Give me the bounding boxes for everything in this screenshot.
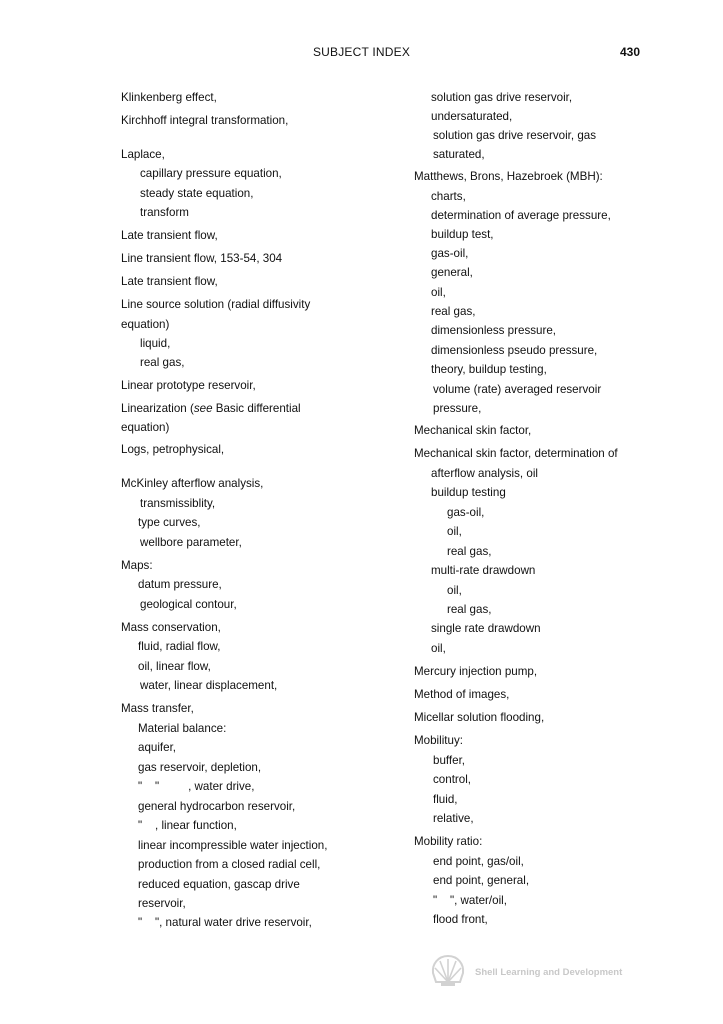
index-subentry: capillary pressure equation, (140, 167, 282, 180)
index-entry-text: Linearization ( (121, 402, 194, 415)
index-subentry: aquifer, (138, 741, 177, 754)
index-entry: Linear prototype reservoir, (121, 379, 256, 392)
index-subentry: transmissiblity, (140, 497, 216, 510)
index-subentry: reduced equation, gascap drive (138, 878, 300, 891)
index-subentry: charts, (431, 190, 466, 203)
index-entry: Klinkenberg effect, (121, 91, 217, 104)
index-subentry: " , linear function, (138, 819, 237, 832)
index-subentry: " ", natural water drive reservoir, (138, 916, 312, 929)
index-subentry: water, linear displacement, (140, 679, 278, 692)
index-subentry: geological contour, (140, 598, 237, 611)
index-subentry: transform (140, 206, 189, 219)
index-subentry: end point, gas/oil, (433, 855, 524, 868)
index-subentry: " " , water drive, (138, 780, 255, 793)
index-entry: McKinley afterflow analysis, (121, 477, 264, 490)
index-subentry: end point, general, (433, 874, 530, 887)
index-subentry: gas reservoir, depletion, (138, 761, 262, 774)
index-subentry: type curves, (138, 516, 201, 529)
shell-logo-icon (430, 953, 466, 989)
index-entry: Mobilituy: (414, 734, 463, 747)
index-subentry: flood front, (433, 913, 488, 926)
index-subentry: oil, (431, 286, 446, 299)
index-subentry: general hydrocarbon reservoir, (138, 800, 296, 813)
index-subentry: solution gas drive reservoir, (431, 91, 573, 104)
index-subentry: gas-oil, (431, 247, 469, 260)
index-subentry: fluid, (433, 793, 458, 806)
index-subentry: pressure, (433, 402, 482, 415)
index-subentry: production from a closed radial cell, (138, 858, 321, 871)
index-subentry: fluid, radial flow, (138, 640, 221, 653)
index-subentry: general, (431, 266, 473, 279)
index-subentry: buildup testing (431, 486, 506, 499)
index-subentry: saturated, (433, 148, 485, 161)
index-entry: Micellar solution flooding, (414, 711, 545, 724)
index-subentry: afterflow analysis, oil (431, 467, 538, 480)
index-subentry: buffer, (433, 754, 466, 767)
index-subentry: volume (rate) averaged reservoir (433, 383, 602, 396)
index-subentry: real gas, (140, 356, 185, 369)
index-subentry: linear incompressible water injection, (138, 839, 328, 852)
index-subentry: Material balance: (138, 722, 227, 735)
index-subentry: theory, buildup testing, (431, 363, 547, 376)
index-subentry: oil, (431, 642, 446, 655)
index-subentry: undersaturated, (431, 110, 513, 123)
index-subentry: oil, linear flow, (138, 660, 211, 673)
index-entry: Maps: (121, 559, 153, 572)
index-entry: Logs, petrophysical, (121, 443, 225, 456)
index-entry: Mechanical skin factor, determination of (414, 447, 618, 460)
index-entry: Method of images, (414, 688, 510, 701)
index-entry: Mechanical skin factor, (414, 424, 532, 437)
index-subentry: reservoir, (138, 897, 186, 910)
index-entry: Line source solution (radial diffusivity (121, 298, 311, 311)
index-subentry: determination of average pressure, (431, 209, 611, 222)
page-title: SUBJECT INDEX (312, 45, 411, 59)
index-subsubentry: gas-oil, (447, 506, 485, 519)
index-subentry: dimensionless pressure, (431, 324, 557, 337)
index-subentry: " ", water/oil, (433, 894, 507, 907)
index-subsubentry: real gas, (447, 545, 492, 558)
index-subentry: relative, (433, 812, 474, 825)
index-entry: Mercury injection pump, (414, 665, 538, 678)
index-entry: equation) (121, 421, 170, 434)
footer-text: Shell Learning and Development (475, 967, 623, 978)
index-subentry: multi-rate drawdown (431, 564, 536, 577)
index-entry: Mass transfer, (121, 702, 194, 715)
index-subentry: datum pressure, (138, 578, 222, 591)
index-entry: Late transient flow, (121, 229, 218, 242)
index-subentry: steady state equation, (140, 187, 254, 200)
index-entry: Line transient flow, 153-54, 304 (121, 252, 283, 265)
index-entry-text: Basic differential (212, 402, 301, 415)
index-entry: Mass conservation, (121, 621, 221, 634)
index-subentry: real gas, (431, 305, 476, 318)
index-subentry: liquid, (140, 337, 171, 350)
footer-branding (430, 953, 650, 989)
see-reference: see (193, 402, 213, 415)
index-subentry: buildup test, (431, 228, 494, 241)
index-subentry: dimensionless pseudo pressure, (431, 344, 598, 357)
index-subsubentry: real gas, (447, 603, 492, 616)
index-entry: Late transient flow, (121, 275, 218, 288)
index-entry: Laplace, (121, 148, 165, 161)
index-subentry: wellbore parameter, (140, 536, 242, 549)
index-entry: Mobility ratio: (414, 835, 483, 848)
index-subentry: single rate drawdown (431, 622, 541, 635)
index-subsubentry: oil, (447, 525, 462, 538)
index-subentry: solution gas drive reservoir, gas (433, 129, 597, 142)
index-subentry: control, (433, 773, 472, 786)
index-entry: Matthews, Brons, Hazebroek (MBH): (414, 170, 603, 183)
index-subsubentry: oil, (447, 584, 462, 597)
page-number: 430 (619, 45, 640, 59)
index-entry: equation) (121, 318, 170, 331)
index-entry: Kirchhoff integral transformation, (121, 114, 289, 127)
